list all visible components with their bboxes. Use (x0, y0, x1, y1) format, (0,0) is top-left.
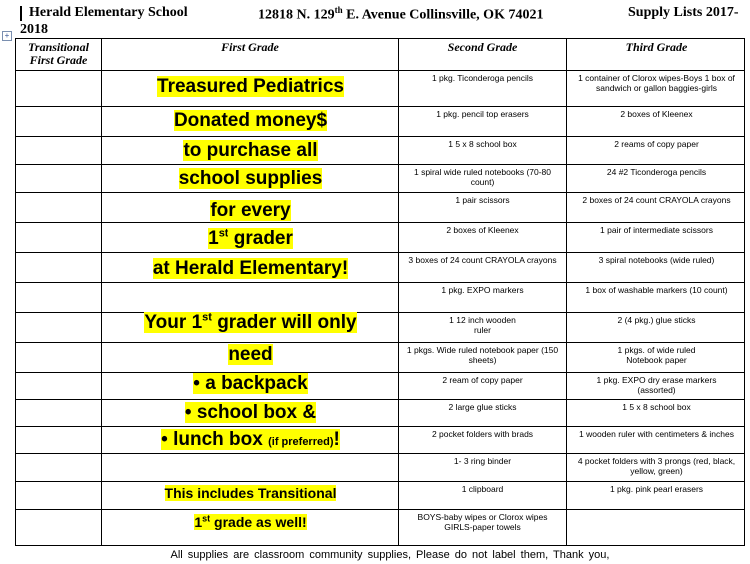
third-grade-item: 2 (4 pkg.) glue sticks (617, 315, 696, 325)
second-grade-item: 1 pair scissors (455, 195, 510, 205)
promo-text (208, 228, 293, 249)
third-grade-item: 2 boxes of Kleenex (620, 109, 693, 119)
promo-line (118, 258, 383, 280)
second-grade-item: 2 boxes of Kleenex (446, 225, 519, 235)
promo-line (118, 373, 383, 395)
promo-line (118, 110, 383, 132)
address-suffix: th (334, 5, 343, 15)
third-grade-item: 1 wooden ruler with centimeters & inches (579, 429, 734, 439)
promo-text: need (228, 344, 273, 365)
promo-line (118, 312, 383, 334)
third-grade-item: 2 reams of copy paper (614, 139, 699, 149)
promo-line (118, 429, 383, 451)
third-grade-item: 4 pocket folders with 3 prongs (red, black, yellow, green) (577, 456, 736, 476)
promo-line (118, 513, 383, 530)
third-grade-item: 1 pkg. EXPO dry erase markers (assorted) (596, 375, 717, 395)
third-grade-item: 3 spiral notebooks (wide ruled) (598, 255, 715, 265)
promo-text (144, 312, 356, 333)
third-grade-item: 1 box of washable markers (10 count) (585, 285, 728, 295)
third-grade-item: 1 pkg. pink pearl erasers (609, 484, 704, 494)
row-divider (16, 453, 744, 454)
row-divider (16, 509, 744, 510)
promo-rest: grade as well! (210, 513, 307, 530)
third-grade-item: 1 pkgs. of wide ruled Notebook paper (617, 345, 696, 365)
promo-text: • a backpack (193, 373, 308, 394)
document-header (0, 2, 750, 38)
school-name: Herald Elementary School (29, 5, 188, 20)
promo-line (118, 228, 383, 250)
third-grade-item: 2 boxes of 24 count CRAYOLA crayons (582, 195, 731, 205)
promo-line (118, 200, 383, 222)
row-divider (16, 426, 744, 427)
second-grade-item: 2 ream of copy paper (442, 375, 523, 385)
promo-text: Treasured Pediatrics (157, 76, 344, 97)
row-divider (16, 222, 744, 223)
promo-text (161, 429, 340, 450)
third-grade-item: 1 pair of intermediate scissors (600, 225, 713, 235)
promo-sup: st (202, 513, 211, 523)
promo-text (194, 514, 306, 530)
promo-line (118, 344, 383, 366)
promo-pre: Your 1 (144, 312, 203, 334)
promo-sup: st (218, 228, 229, 240)
promo-text: for every (210, 200, 291, 221)
table-move-handle-icon[interactable]: + (2, 31, 12, 41)
supply-table (15, 38, 745, 546)
column-header-second-grade: Second Grade (447, 40, 518, 54)
column-divider (101, 39, 102, 545)
promo-line (118, 168, 383, 190)
second-grade-item: 1 pkg. EXPO markers (441, 285, 524, 295)
promo-text: school supplies (178, 168, 323, 189)
second-grade-item: 1 spiral wide ruled notebooks (70-80 count) (413, 167, 552, 187)
header-bar (20, 6, 22, 21)
school-address (258, 5, 543, 24)
promo-text: to purchase all (183, 140, 318, 161)
promo-line (118, 140, 383, 162)
second-grade-item: 3 boxes of 24 count CRAYOLA crayons (408, 255, 557, 265)
second-grade-item: 1- 3 ring binder (453, 456, 512, 466)
third-grade-item: 1 5 x 8 school box (622, 402, 691, 412)
second-grade-item: 1 clipboard (461, 484, 504, 494)
promo-line (118, 76, 383, 98)
second-grade-item: 1 pkgs. Wide ruled notebook paper (150 sheets) (406, 345, 559, 365)
row-divider (16, 70, 744, 71)
promo-rest: grader will only (211, 312, 357, 334)
row-divider (16, 136, 744, 137)
promo-sup: st (202, 312, 212, 324)
second-grade-item: 2 pocket folders with brads (431, 429, 534, 439)
column-header-first-grade: First Grade (221, 40, 279, 54)
second-grade-item: 1 5 x 8 school box (448, 139, 517, 149)
column-header-transitional: Transitional First Grade (28, 40, 89, 67)
row-divider (16, 252, 744, 253)
footer-note: All supplies are classroom community supplies, Please do not label them, Thank you, (170, 549, 610, 561)
row-divider (16, 192, 744, 193)
supply-lists-year: 2018 (20, 22, 48, 37)
row-divider (16, 342, 744, 343)
second-grade-item: 1 pkg. Ticonderoga pencils (431, 73, 534, 83)
address-rest: E. Avenue Collinsville, OK 74021 (342, 7, 544, 23)
row-divider (16, 282, 744, 283)
promo-text: Donated money$ (173, 110, 328, 131)
second-grade-item: 2 large glue sticks (448, 402, 517, 412)
column-header-third-grade: Third Grade (625, 40, 688, 54)
second-grade-item: 1 pkg. pencil top erasers (436, 109, 529, 119)
promo-line (118, 402, 383, 424)
address-number: 12818 N. 129 (258, 7, 335, 23)
promo-rest: grader (228, 228, 293, 250)
promo-text: This includes Transitional (164, 485, 337, 501)
promo-small: (if preferred) (268, 436, 334, 448)
promo-num: 1 (194, 513, 203, 530)
promo-text: • school box & (184, 402, 317, 423)
row-divider (16, 106, 744, 107)
row-divider (16, 481, 744, 482)
third-grade-item: 24 #2 Ticonderoga pencils (606, 167, 707, 177)
promo-num: 1 (208, 228, 219, 250)
promo-text: at Herald Elementary! (152, 258, 349, 279)
promo-main: • lunch box (161, 429, 269, 450)
supply-lists-title: Supply Lists 2017- (628, 5, 739, 20)
second-grade-item: 1 12 inch wooden ruler (449, 315, 516, 335)
row-divider (16, 164, 744, 165)
second-grade-item: BOYS-baby wipes or Clorox wipes GIRLS-paper towels (417, 512, 548, 532)
third-grade-item: 1 container of Clorox wipes-Boys 1 box of sandwich or gallon baggies-girls (578, 73, 735, 93)
promo-line (118, 485, 383, 501)
promo-end: ! (333, 429, 340, 450)
row-divider (16, 399, 744, 400)
